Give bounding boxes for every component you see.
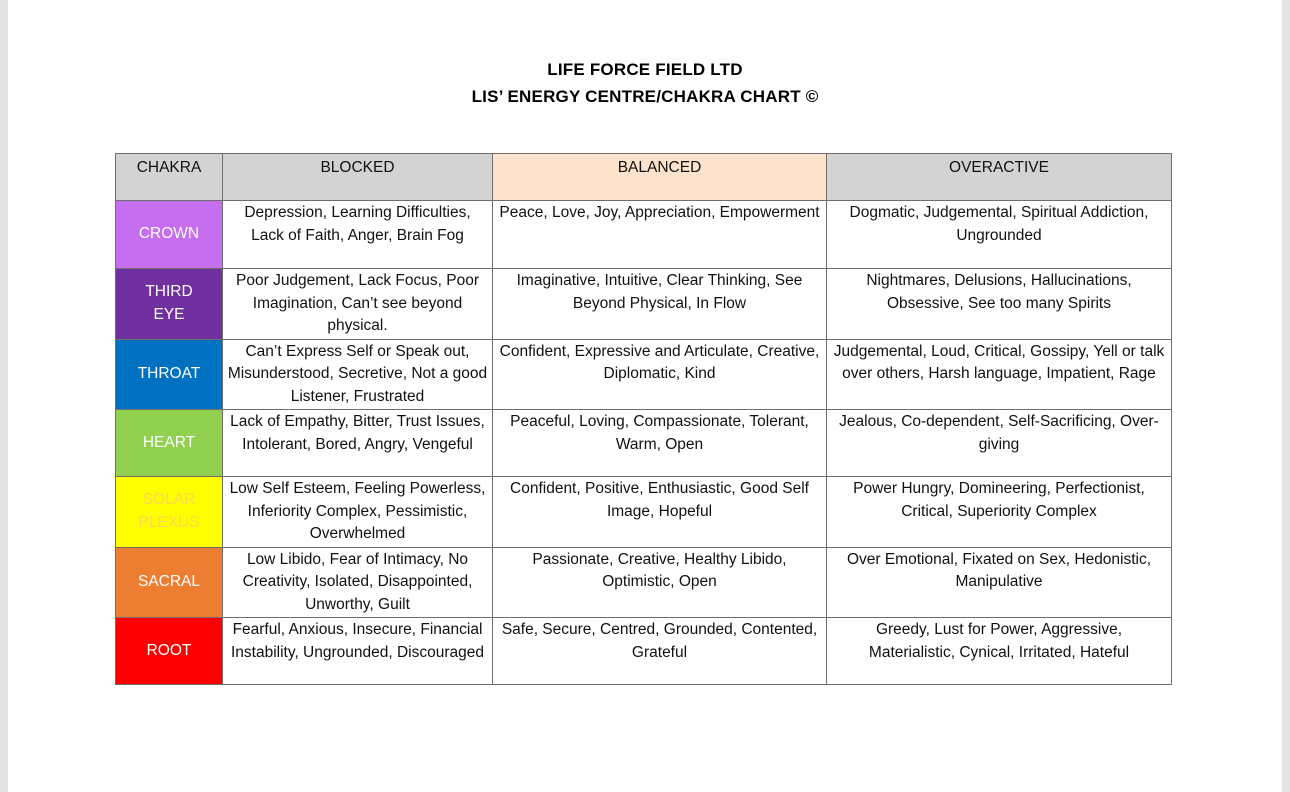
- overactive-cell: Greedy, Lust for Power, Aggressive, Materialistic, Cynical, Irritated, Hateful: [827, 618, 1172, 685]
- balanced-cell: Passionate, Creative, Healthy Libido, Optimistic, Open: [493, 547, 827, 618]
- header-chakra: CHAKRA: [116, 154, 223, 201]
- overactive-cell: Nightmares, Delusions, Hallucinations, Obsessive, See too many Spirits: [827, 269, 1172, 340]
- chakra-label: THIRD EYE: [145, 283, 193, 323]
- document-page: [8, 0, 1282, 792]
- table-row: [116, 547, 1172, 618]
- header-blocked: BLOCKED: [223, 154, 493, 201]
- balanced-cell: Confident, Positive, Enthusiastic, Good Self Image, Hopeful: [493, 477, 827, 548]
- chakra-cell: [116, 410, 223, 477]
- table-row: [116, 410, 1172, 477]
- overactive-cell: Over Emotional, Fixated on Sex, Hedonistic, Manipulative: [827, 547, 1172, 618]
- header-balanced: BALANCED: [493, 154, 827, 201]
- balanced-cell: Confident, Expressive and Articulate, Creative, Diplomatic, Kind: [493, 339, 827, 410]
- table-row: [116, 269, 1172, 340]
- chakra-cell: [116, 201, 223, 269]
- chakra-cell: [116, 339, 223, 410]
- blocked-cell: Low Self Esteem, Feeling Powerless, Inferiority Complex, Pessimistic, Overwhelmed: [223, 477, 493, 548]
- chakra-cell: [116, 477, 223, 548]
- table-row: [116, 339, 1172, 410]
- chart-title: LIS’ ENERGY CENTRE/CHAKRA CHART ©: [471, 87, 819, 106]
- blocked-cell: Can’t Express Self or Speak out, Misunderstood, Secretive, Not a good Listener, Frustrated: [223, 339, 493, 410]
- overactive-cell: Judgemental, Loud, Critical, Gossipy, Yell or talk over others, Harsh language, Impatient, Rage: [827, 339, 1172, 410]
- table-row: [116, 201, 1172, 269]
- table-row: [116, 618, 1172, 685]
- chakra-label: SACRAL: [137, 573, 201, 590]
- chakra-label: THROAT: [137, 365, 201, 382]
- overactive-cell: Power Hungry, Domineering, Perfectionist, Critical, Superiority Complex: [827, 477, 1172, 548]
- chakra-label: SOLAR PLEXUS: [138, 491, 200, 531]
- blocked-cell: Lack of Empathy, Bitter, Trust Issues, Intolerant, Bored, Angry, Vengeful: [223, 410, 493, 477]
- blocked-cell: Low Libido, Fear of Intimacy, No Creativity, Isolated, Disappointed, Unworthy, Guilt: [223, 547, 493, 618]
- blocked-cell: Depression, Learning Difficulties, Lack of Faith, Anger, Brain Fog: [223, 201, 493, 269]
- chakra-table: [115, 153, 1172, 685]
- header-overactive: OVERACTIVE: [827, 154, 1172, 201]
- chakra-cell: [116, 618, 223, 685]
- chakra-label: CROWN: [138, 225, 200, 243]
- balanced-cell: Imaginative, Intuitive, Clear Thinking, See Beyond Physical, In Flow: [493, 269, 827, 340]
- chakra-cell: [116, 547, 223, 618]
- chakra-cell: [116, 269, 223, 340]
- chakra-label: HEART: [142, 433, 196, 451]
- balanced-cell: Safe, Secure, Centred, Grounded, Contented, Grateful: [493, 618, 827, 685]
- balanced-cell: Peaceful, Loving, Compassionate, Tolerant, Warm, Open: [493, 410, 827, 477]
- table-row: [116, 477, 1172, 548]
- overactive-cell: Dogmatic, Judgemental, Spiritual Addiction, Ungrounded: [827, 201, 1172, 269]
- balanced-cell: Peace, Love, Joy, Appreciation, Empowerment: [493, 201, 827, 269]
- table-header-row: [116, 154, 1172, 201]
- blocked-cell: Poor Judgement, Lack Focus, Poor Imagination, Can’t see beyond physical.: [223, 269, 493, 340]
- company-title: LIFE FORCE FIELD LTD: [547, 60, 743, 79]
- overactive-cell: Jealous, Co-dependent, Self-Sacrificing, Over-giving: [827, 410, 1172, 477]
- chakra-label: ROOT: [146, 641, 192, 659]
- blocked-cell: Fearful, Anxious, Insecure, Financial Instability, Ungrounded, Discouraged: [223, 618, 493, 685]
